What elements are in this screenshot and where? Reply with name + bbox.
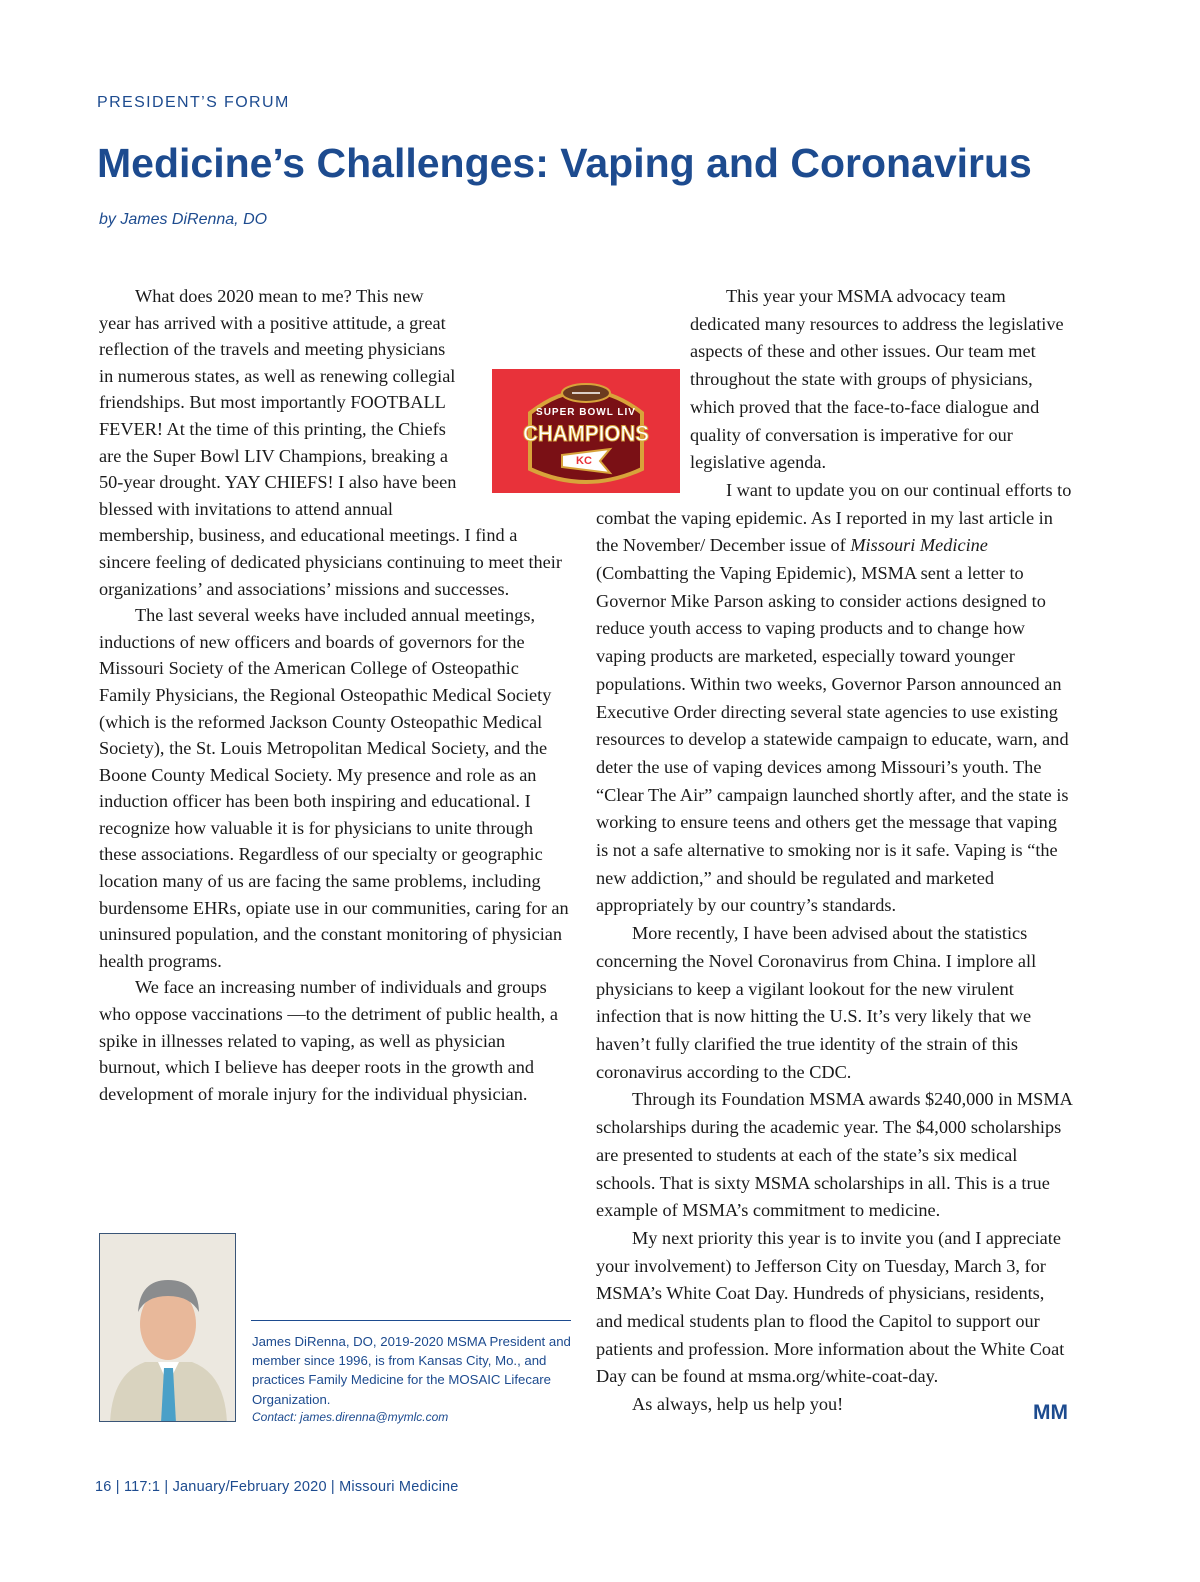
body-text: Through its Foundation MSMA awards $240,000 in MSMA scholarships during the academic year. The $4,000 scholarships are presented to students at each of the state’s six medical schools. That is sixty MSMA scholarships in all. This is a true example of MSMA’s commitment to medicine. bbox=[596, 1089, 1072, 1221]
image-float-spacer bbox=[596, 363, 690, 498]
body-text: This year your MSMA advocacy team dedicated many resources to address the legislative aspects of these and other issues. Our team met throughout the state with groups of physicians, which proved that the face-to-face dialogue and quality of conversation is imperative for our legislative agenda. bbox=[690, 286, 1064, 473]
page-title: Medicine’s Challenges: Vaping and Coronavirus bbox=[97, 140, 1032, 186]
journal-title: Missouri Medicine bbox=[850, 535, 988, 556]
section-label: PRESIDENT’S FORUM bbox=[97, 94, 290, 111]
page-footer: 16 | 117:1 | January/February 2020 | Missouri Medicine bbox=[95, 1479, 459, 1495]
body-text: As always, help us help you! bbox=[632, 1394, 844, 1415]
body-text: (Combatting the Vaping Epidemic), MSMA sent a letter to Governor Mike Parson asking to consider actions designed to reduce youth access to vaping products and to change how vaping products are marketed, especially toward younger populations. Within two weeks, Governor Parson announced an Executive Order directing several state agencies to use existing resources to develop a statewide campaign to educate, warn, and deter the use of vaping devices among Missouri’s youth. The “Clear The Air” campaign launched shortly after, and the state is working to ensure teens and others get the message that vaping is not a safe alternative to smoking nor is it safe. Vaping is “the new addiction,” and should be regulated and marketed appropriately by our country’s standards. bbox=[596, 563, 1069, 916]
kc-logo-text: KC bbox=[576, 455, 592, 467]
body-paragraph bbox=[596, 920, 1072, 1086]
bio-contact: Contact: james.direnna@mymlc.com bbox=[252, 1409, 449, 1424]
body-paragraph: We face an increasing number of individuals and groups who oppose vaccinations —to the detriment of public health, a spike in illnesses related to vaping, as well as physician burnout, which I believe has deeper roots in the growth and development of morale injury for the individual physician. bbox=[99, 977, 558, 1104]
author-photo bbox=[99, 1233, 236, 1422]
body-paragraph bbox=[596, 1225, 1072, 1391]
byline: by James DiRenna, DO bbox=[99, 211, 268, 228]
body-text: I want to update you on our continual efforts to combat the vaping epidemic. As I reported in my last article in the November/ December issue of bbox=[596, 479, 1072, 556]
right-column bbox=[596, 283, 1072, 1419]
end-mark: MM bbox=[1033, 1401, 1068, 1424]
body-text: My next priority this year is to invite you (and I appreciate your involvement) to Jefferson City on Tuesday, March 3, for MSMA’s White Coat Day. Hundreds of physicians, residents, and medical students plan to flood the Capitol to support our patients and profession. More information about the White Coat Day can be found at msma.org/white-coat-day. bbox=[596, 1227, 1065, 1387]
author-portrait-illustration bbox=[100, 1234, 236, 1422]
body-paragraph bbox=[596, 477, 1072, 920]
body-paragraph bbox=[596, 1391, 1072, 1419]
body-paragraph: What does 2020 mean to me? This new year has arrived with a positive attitude, a great reflection of the travels and meeting physicians in numerous states, as well as renewing collegial friendships. But most importantly FOOTBALL FEVER! At the time of this printing, the Chiefs are the Super Bowl LIV Champions, breaking a 50-year drought. YAY CHIEFS! I also have been blessed with invitations to attend annual membership, business, and educational meetings. I find a sincere feeling of dedicated physicians continuing to meet their organizations’ and associations’ missions and successes. bbox=[99, 286, 562, 599]
body-paragraph: The last several weeks have included annual meetings, inductions of new officers and boards of governors for the Missouri Society of the American College of Osteopathic Family Physicians, the Regional Osteopathic Medical Society (which is the reformed Jackson County Osteopathic Medical Society), the St. Louis Metropolitan Medical Society, and the Boone County Medical Society. My presence and role as an induction officer has been both inspiring and educational. I recognize how valuable it is for physicians to unite through these associations. Regardless of our specialty or geographic location many of us are facing the same problems, including burdensome EHRs, opiate use in our communities, caring for an uninsured population, and the constant monitoring of physician health programs. bbox=[99, 605, 569, 971]
author-bio bbox=[252, 1332, 574, 1425]
champions-line1: SUPER BOWL LIV bbox=[536, 407, 636, 418]
bio-text: James DiRenna, DO, 2019-2020 MSMA President and member since 1996, is from Kansas City, Mo., and practices Family Medicine for the MOSAIC Lifecare Organization. bbox=[252, 1334, 571, 1407]
body-paragraph bbox=[596, 1086, 1072, 1225]
bio-divider bbox=[251, 1320, 571, 1321]
body-text: More recently, I have been advised about the statistics concerning the Novel Coronavirus from China. I implore all physicians to keep a vigilant lookout for the new virulent infection that is now hitting the U.S. It’s very likely that we haven’t fully clarified the true identity of the strain of this coronavirus according to the CDC. bbox=[596, 923, 1037, 1082]
champions-line2: CHAMPIONS bbox=[523, 421, 649, 446]
